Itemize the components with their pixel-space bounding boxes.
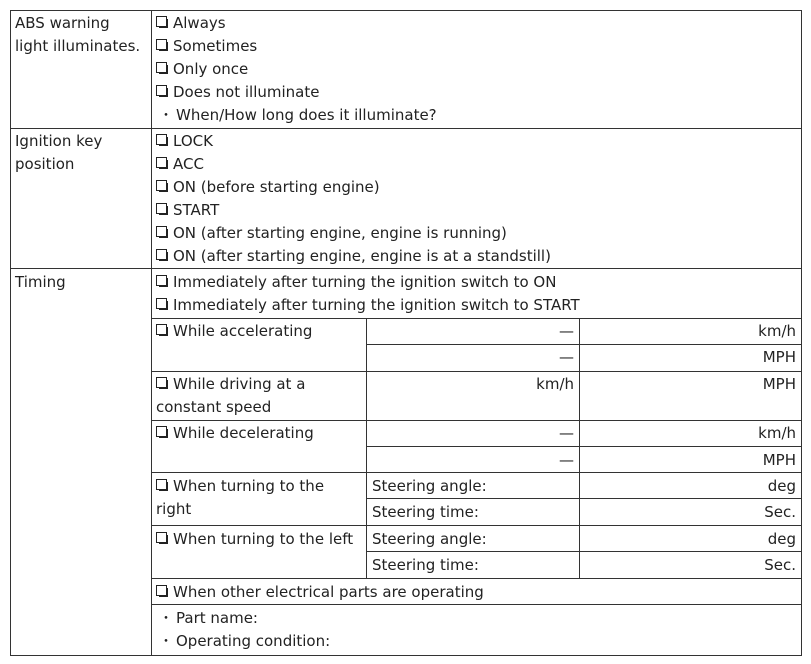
ignition-option-lock[interactable]: LOCK [156, 130, 213, 153]
turn-left-time-label: Steering time: [372, 556, 479, 574]
checkbox-icon[interactable] [156, 479, 167, 490]
checkbox-icon[interactable] [156, 377, 167, 388]
part-name-field: ・ Part name: [156, 607, 258, 630]
constant-kmh-unit: km/h [536, 375, 574, 393]
rule [366, 344, 802, 345]
rule [151, 371, 802, 372]
rule [10, 268, 802, 269]
rule [151, 10, 152, 656]
abs-option-always[interactable]: Always [156, 12, 226, 35]
ignition-label-line2: position [15, 155, 75, 173]
accelerating-kmh-unit: km/h [758, 322, 796, 340]
abs-label-line2: light illuminates. [15, 37, 141, 55]
checkbox-icon[interactable] [156, 585, 167, 596]
abs-option-only-once[interactable]: Only once [156, 58, 248, 81]
ignition-label-line1: Ignition key [15, 132, 103, 150]
checkbox-icon[interactable] [156, 275, 167, 286]
checkbox-icon[interactable] [156, 226, 167, 237]
ignition-option-acc[interactable]: ACC [156, 153, 204, 176]
ignition-option-on-before[interactable]: ON (before starting engine) [156, 176, 380, 199]
constant-mph-unit: MPH [762, 375, 796, 393]
bullet-icon: ・ [158, 106, 174, 124]
abs-option-sometimes[interactable]: Sometimes [156, 35, 257, 58]
turn-right-time-unit: Sec. [764, 503, 796, 521]
timing-constant-speed-line2: constant speed [156, 398, 272, 416]
accelerating-kmh-dash: — [559, 322, 574, 340]
timing-electrical-parts[interactable]: When other electrical parts are operating [156, 581, 484, 604]
abs-label-line1: ABS warning [15, 14, 110, 32]
timing-accelerating[interactable]: While accelerating [156, 320, 312, 343]
checkbox-icon[interactable] [156, 298, 167, 309]
ignition-option-on-standstill[interactable]: ON (after starting engine, engine is at a standstill) [156, 245, 551, 268]
accelerating-mph-unit: MPH [762, 348, 796, 366]
turn-right-angle-unit: deg [767, 477, 796, 495]
timing-immediate-on[interactable]: Immediately after turning the ignition switch to ON [156, 271, 556, 294]
abs-option-does-not-illuminate[interactable]: Does not illuminate [156, 81, 319, 104]
bullet-icon: ・ [158, 609, 174, 627]
ignition-option-on-running[interactable]: ON (after starting engine, engine is running) [156, 222, 507, 245]
rule [151, 578, 802, 579]
timing-immediate-start[interactable]: Immediately after turning the ignition switch to START [156, 294, 580, 317]
rule [10, 655, 802, 656]
checkbox-icon[interactable] [156, 134, 167, 145]
turn-right-angle-label: Steering angle: [372, 477, 487, 495]
checkbox-icon[interactable] [156, 324, 167, 335]
rule [10, 10, 802, 11]
rule [366, 551, 802, 552]
checkbox-icon[interactable] [156, 426, 167, 437]
checkbox-icon[interactable] [156, 16, 167, 27]
checkbox-icon[interactable] [156, 180, 167, 191]
turn-left-time-unit: Sec. [764, 556, 796, 574]
checkbox-icon[interactable] [156, 85, 167, 96]
checkbox-icon[interactable] [156, 249, 167, 260]
checkbox-icon[interactable] [156, 39, 167, 50]
checkbox-icon[interactable] [156, 203, 167, 214]
rule [151, 472, 802, 473]
abs-question: ・ When/How long does it illuminate? [156, 104, 437, 127]
checkbox-icon[interactable] [156, 62, 167, 73]
timing-turn-right-line2: right [156, 500, 192, 518]
rule [366, 446, 802, 447]
rule [10, 10, 11, 656]
decelerating-mph-dash: — [559, 451, 574, 469]
timing-turn-right[interactable]: When turning to the [156, 475, 324, 498]
timing-constant-speed[interactable]: While driving at a [156, 373, 305, 396]
operating-condition-field: ・ Operating condition: [156, 630, 330, 653]
checkbox-icon[interactable] [156, 532, 167, 543]
timing-label: Timing [15, 273, 66, 291]
decelerating-kmh-dash: — [559, 424, 574, 442]
turn-right-time-label: Steering time: [372, 503, 479, 521]
ignition-option-start[interactable]: START [156, 199, 219, 222]
rule [151, 604, 802, 605]
turn-left-angle-label: Steering angle: [372, 530, 487, 548]
decelerating-mph-unit: MPH [762, 451, 796, 469]
turn-left-angle-unit: deg [767, 530, 796, 548]
rule [366, 498, 802, 499]
rule [151, 318, 802, 319]
rule [151, 525, 802, 526]
accelerating-mph-dash: — [559, 348, 574, 366]
timing-turn-left[interactable]: When turning to the left [156, 528, 353, 551]
decelerating-kmh-unit: km/h [758, 424, 796, 442]
bullet-icon: ・ [158, 632, 174, 650]
rule [801, 10, 802, 656]
rule [10, 128, 802, 129]
checkbox-icon[interactable] [156, 157, 167, 168]
timing-decelerating[interactable]: While decelerating [156, 422, 314, 445]
rule [151, 420, 802, 421]
